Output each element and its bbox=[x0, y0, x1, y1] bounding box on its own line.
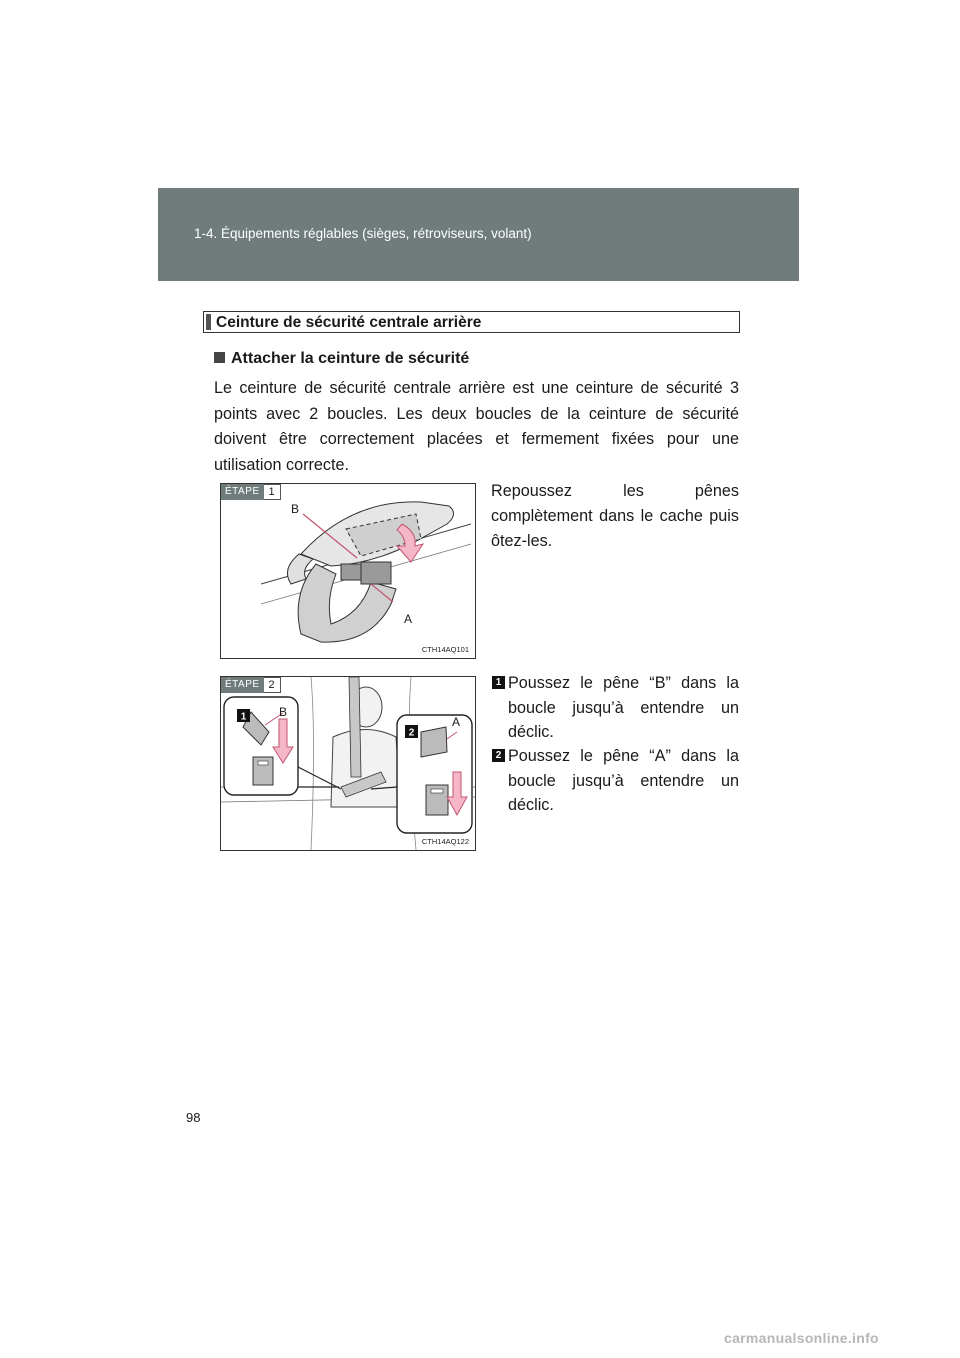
figure-code: CTH14AQ122 bbox=[421, 837, 469, 846]
step-label: ÉTAPE bbox=[221, 677, 264, 693]
figure-step-1 bbox=[220, 483, 476, 659]
page-number: 98 bbox=[186, 1110, 201, 1125]
subsection-heading bbox=[214, 350, 469, 368]
section-heading-box bbox=[203, 311, 740, 333]
seatbelt-buckle-illustration bbox=[221, 677, 475, 850]
callout-b: B bbox=[279, 705, 288, 719]
chapter-title: 1-4. Équipements réglables (sièges, rétroviseurs, volant) bbox=[194, 226, 532, 241]
subsection-title: Attacher la ceinture de sécurité bbox=[231, 350, 470, 367]
callout-a: A bbox=[404, 612, 413, 626]
callout-a: A bbox=[452, 715, 461, 729]
square-bullet-icon bbox=[214, 352, 225, 363]
seatbelt-release-illustration bbox=[221, 484, 475, 658]
item-text: Poussez le pêne “B” dans la boucle jusqu’à entendre un déclic. bbox=[508, 674, 739, 741]
figure-code: CTH14AQ101 bbox=[421, 645, 469, 654]
numbered-marker-icon: 2 bbox=[492, 749, 505, 762]
inset-marker-1: 1 bbox=[240, 711, 247, 723]
step-2-item-2 bbox=[491, 744, 739, 818]
item-text: Poussez le pêne “A” dans la boucle jusqu’à entendre un déclic. bbox=[508, 747, 739, 814]
chapter-header-band bbox=[158, 188, 799, 281]
step-2-item-1 bbox=[491, 671, 739, 745]
step-number: 1 bbox=[264, 484, 281, 500]
section-heading-bar bbox=[206, 314, 211, 330]
figure-step-2 bbox=[220, 676, 476, 851]
callout-b: B bbox=[291, 502, 300, 516]
numbered-marker-icon: 1 bbox=[492, 676, 505, 689]
step-label: ÉTAPE bbox=[221, 484, 264, 500]
inset-marker-2: 2 bbox=[408, 727, 415, 739]
intro-paragraph: Le ceinture de sécurité centrale arrière est une ceinture de sécurité 3 points avec 2 boucles. Les deux boucles de la ceinture de sécurité doivent être correctement placées et fermement fixées pour une utilisation correcte. bbox=[214, 379, 739, 474]
section-title: Ceinture de sécurité centrale arrière bbox=[216, 314, 482, 331]
step-number: 2 bbox=[264, 677, 281, 693]
step-tag-1 bbox=[221, 484, 281, 500]
step-tag-2 bbox=[221, 677, 281, 693]
step-1-instruction: Repoussez les pênes complètement dans le cache puis ôtez-les. bbox=[491, 482, 739, 550]
watermark: carmanualsonline.info bbox=[724, 1330, 879, 1346]
